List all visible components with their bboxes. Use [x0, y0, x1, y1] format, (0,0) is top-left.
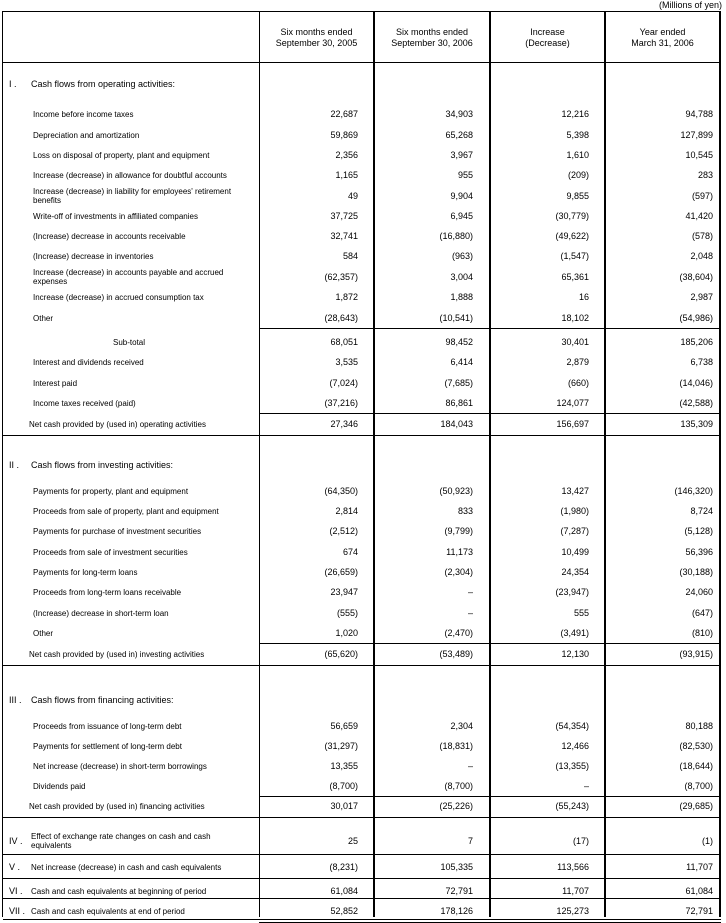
row-label: Payments for purchase of investment securities	[33, 526, 202, 536]
cell-value: 65,268	[445, 130, 473, 140]
cell-value: (2,304)	[444, 567, 473, 577]
row-label	[9, 455, 229, 475]
cell-value: 86,861	[445, 398, 473, 408]
cell-value: (660)	[567, 378, 589, 388]
table-row	[3, 716, 721, 736]
section-rule	[3, 435, 721, 436]
row-label-text: Effect of exchange rate changes on cash and cash equivalents	[31, 832, 211, 850]
row-label: Other	[33, 313, 54, 323]
cell-value: (31,297)	[324, 741, 358, 751]
cell-value: (209)	[567, 170, 589, 180]
cell-value: –	[467, 608, 473, 618]
cell-value: 674	[342, 547, 358, 557]
cell-value: 5,398	[566, 130, 589, 140]
cell-value: (1,980)	[560, 506, 589, 516]
cell-value: 27,346	[330, 419, 358, 429]
row-label: Proceeds from sale of investment securities	[33, 547, 188, 557]
cell-value: 98,452	[445, 337, 473, 347]
table-row	[3, 831, 721, 851]
table-row	[3, 393, 721, 413]
row-label: Proceeds from sale of property, plant and equipment	[33, 506, 219, 516]
cell-value: 56,396	[685, 547, 713, 557]
row-rule	[3, 854, 721, 855]
total-row	[3, 644, 721, 664]
cell-value: 12,466	[561, 741, 589, 751]
cell-value: 3,004	[450, 272, 473, 282]
cell-value: (42,588)	[679, 398, 713, 408]
cell-value: 555	[573, 608, 589, 618]
cell-value: (1,547)	[560, 251, 589, 261]
subtotal-rule	[260, 328, 720, 329]
cell-value: (5,128)	[684, 526, 713, 536]
cell-value: 3,967	[450, 150, 473, 160]
cell-value: (30,188)	[679, 567, 713, 577]
row-label: Income before income taxes	[33, 109, 134, 119]
cell-value: 584	[342, 251, 358, 261]
cell-value: (555)	[336, 608, 358, 618]
row-label: Interest and dividends received	[33, 357, 144, 367]
cell-value: 3,535	[335, 357, 358, 367]
table-row	[3, 145, 721, 165]
cell-value: 49	[347, 191, 358, 201]
cell-value: 178,126	[440, 906, 473, 916]
table-row	[3, 165, 721, 185]
section-rule	[3, 817, 721, 818]
header-h1-2006: Six months ended September 30, 2006	[391, 27, 473, 48]
cell-value: 16	[578, 292, 589, 302]
cell-value: (37,216)	[324, 398, 358, 408]
table-row	[3, 756, 721, 776]
cell-value: (54,354)	[555, 721, 589, 731]
row-label: Income taxes received (paid)	[33, 398, 136, 408]
cell-value: 113,566	[557, 862, 589, 872]
cell-value: 13,355	[330, 761, 358, 771]
cell-value: (146,320)	[674, 486, 713, 496]
cell-value: 2,048	[690, 251, 713, 261]
cell-value: 6,414	[450, 357, 473, 367]
total-row	[3, 796, 721, 816]
cell-value: 30,017	[330, 801, 358, 811]
row-label: Dividends paid	[33, 781, 86, 791]
cell-value: (1)	[702, 836, 713, 846]
cell-value: 32,741	[330, 231, 358, 241]
table-row	[3, 246, 721, 266]
table-row	[3, 776, 721, 796]
cell-value: 25	[347, 836, 358, 846]
table-row	[3, 287, 721, 307]
cell-value: 24,354	[561, 567, 589, 577]
table-row	[3, 857, 721, 877]
row-label: Payments for long-term loans	[33, 567, 138, 577]
row-label: Net cash provided by (used in) financing activities	[29, 801, 205, 811]
table-row	[3, 542, 721, 562]
row-label: (Increase) decrease in inventories	[33, 251, 154, 261]
cell-value: 9,855	[566, 191, 589, 201]
cell-value: 2,987	[690, 292, 713, 302]
cell-value: 1,610	[566, 150, 589, 160]
row-label: Increase (decrease) in allowance for doubtful accounts	[33, 170, 227, 180]
cell-value: (7,287)	[560, 526, 589, 536]
row-label: Increase (decrease) in accrued consumption tax	[33, 292, 204, 302]
cell-value: (18,644)	[679, 761, 713, 771]
table-row	[3, 186, 721, 206]
row-label: Net cash provided by (used in) investing activities	[29, 649, 205, 659]
cell-value: (25,226)	[439, 801, 473, 811]
row-label: Depreciation and amortization	[33, 130, 140, 140]
total-row	[3, 414, 721, 434]
cell-value: 56,659	[330, 721, 358, 731]
cell-value: 68,051	[330, 337, 358, 347]
cell-value: 9,904	[450, 191, 473, 201]
header-rule	[3, 62, 721, 63]
roman-numeral: VII .	[9, 905, 26, 916]
cell-value: (3,491)	[560, 628, 589, 638]
cell-value: 61,084	[330, 886, 358, 896]
roman-numeral: VI .	[9, 885, 23, 896]
row-label	[9, 901, 229, 921]
roman-numeral: I .	[9, 78, 17, 89]
cell-value: (2,470)	[444, 628, 473, 638]
cell-value: 11,173	[446, 547, 473, 557]
table-row	[3, 481, 721, 501]
cell-value: (7,685)	[444, 378, 473, 388]
cell-value: (49,622)	[555, 231, 589, 241]
cell-value: 2,304	[450, 721, 473, 731]
roman-numeral: IV .	[9, 835, 23, 846]
cell-value: –	[467, 587, 473, 597]
cell-value: (8,700)	[684, 781, 713, 791]
cell-value: 283	[697, 170, 713, 180]
cell-value: (7,024)	[329, 378, 358, 388]
cell-value: 11,707	[686, 862, 713, 872]
cell-value: (810)	[691, 628, 713, 638]
row-label: Payments for property, plant and equipment	[33, 486, 189, 496]
row-label	[9, 831, 229, 851]
table-row	[3, 308, 721, 328]
cell-value: (8,231)	[329, 862, 358, 872]
cell-value: 13,427	[561, 486, 589, 496]
cell-value: (597)	[691, 191, 713, 201]
cell-value: (38,604)	[679, 272, 713, 282]
row-rule	[3, 878, 721, 879]
row-label-text: Cash flows from investing activities:	[31, 459, 174, 470]
cell-value: –	[467, 761, 473, 771]
cell-value: 59,869	[330, 130, 358, 140]
table-row	[3, 352, 721, 372]
row-label: Proceeds from long-term loans receivable	[33, 587, 182, 597]
cell-value: 41,420	[685, 211, 713, 221]
cell-value: (8,700)	[444, 781, 473, 791]
cell-value: 18,102	[561, 313, 589, 323]
cell-value: 135,309	[680, 419, 713, 429]
cell-value: 127,899	[680, 130, 713, 140]
cell-value: 12,216	[561, 109, 589, 119]
row-label: Loss on disposal of property, plant and equipment	[33, 150, 210, 160]
cell-value: 80,188	[685, 721, 713, 731]
row-label-text: Cash and cash equivalents at beginning of period	[31, 886, 207, 896]
cell-value: 1,165	[335, 170, 358, 180]
cell-value: (18,831)	[439, 741, 473, 751]
section-header	[3, 455, 721, 475]
cell-value: (30,779)	[555, 211, 589, 221]
cell-value: 1,872	[335, 292, 358, 302]
header-fy2006: Year ended March 31, 2006	[631, 27, 694, 48]
header-increase: Increase (Decrease)	[525, 27, 570, 48]
cell-value: (17)	[572, 836, 589, 846]
cell-value: 124,077	[556, 398, 589, 408]
cell-value: 72,791	[445, 886, 473, 896]
cell-value: (64,350)	[324, 486, 358, 496]
cell-value: 955	[457, 170, 473, 180]
cell-value: 1,888	[450, 292, 473, 302]
row-label-text: Net increase (decrease) in cash and cash equivalents	[31, 862, 222, 872]
cell-value: (55,243)	[555, 801, 589, 811]
section-header	[3, 690, 721, 710]
cell-value: 2,879	[566, 357, 589, 367]
row-label: Interest paid	[33, 378, 78, 388]
table-row	[3, 125, 721, 145]
row-label: (Increase) decrease in short-term loan	[33, 608, 169, 618]
cell-value: 125,273	[556, 906, 589, 916]
cell-value: 10,499	[561, 547, 589, 557]
cell-value: (65,620)	[324, 649, 358, 659]
row-label: Increase (decrease) in liability for employees' retirement benefits	[33, 187, 232, 205]
roman-numeral: III .	[9, 694, 22, 705]
cell-value: (13,355)	[555, 761, 589, 771]
section-header	[3, 74, 721, 94]
cell-value: (93,915)	[679, 649, 713, 659]
cell-value: 61,084	[685, 886, 713, 896]
row-rule	[3, 898, 721, 899]
cell-value: 30,401	[561, 337, 589, 347]
cell-value: 24,060	[685, 587, 713, 597]
cell-value: (9,799)	[444, 526, 473, 536]
table-row	[3, 373, 721, 393]
cell-value: (578)	[691, 231, 713, 241]
row-label: Payments for settlement of long-term debt	[33, 741, 182, 751]
cell-value: –	[583, 781, 589, 791]
row-label-text: Cash and cash equivalents at end of period	[31, 906, 185, 916]
row-label: Net increase (decrease) in short-term borrowings	[33, 761, 207, 771]
cell-value: 72,791	[685, 906, 713, 916]
row-label: Increase (decrease) in accounts payable and accrued expenses	[33, 268, 224, 286]
row-label	[9, 74, 229, 94]
table-row	[3, 603, 721, 623]
cell-value: (14,046)	[679, 378, 713, 388]
cell-value: 833	[457, 506, 473, 516]
cell-value: (8,700)	[329, 781, 358, 791]
cell-value: 2,356	[335, 150, 358, 160]
row-label-text: Cash flows from operating activities:	[31, 78, 176, 89]
table-row	[3, 736, 721, 756]
table-row	[3, 206, 721, 226]
cell-value: (26,659)	[324, 567, 358, 577]
row-label: Net cash provided by (used in) operating activities	[29, 419, 206, 429]
row-label-text: Cash flows from financing activities:	[31, 694, 174, 705]
cell-value: (10,541)	[439, 313, 473, 323]
cell-value: (16,880)	[439, 231, 473, 241]
table-row	[3, 562, 721, 582]
table-row	[3, 582, 721, 602]
cell-value: 105,335	[440, 862, 473, 872]
cell-value: 12,130	[561, 649, 589, 659]
cell-value: (963)	[451, 251, 473, 261]
table-row	[3, 501, 721, 521]
cell-value: 22,687	[330, 109, 358, 119]
table-row	[3, 521, 721, 541]
unit-note: (Millions of yen)	[658, 0, 722, 10]
cell-value: (23,947)	[555, 587, 589, 597]
cell-value: 37,725	[330, 211, 358, 221]
row-label: Other	[33, 628, 54, 638]
roman-numeral: V .	[9, 861, 21, 872]
cell-value: (29,685)	[679, 801, 713, 811]
cell-value: (50,923)	[439, 486, 473, 496]
cell-value: 23,947	[330, 587, 358, 597]
cell-value: 6,738	[690, 357, 713, 367]
row-label: Proceeds from issuance of long-term debt	[33, 721, 182, 731]
cash-flow-table	[2, 11, 721, 917]
row-label	[9, 857, 229, 877]
cell-value: 11,707	[562, 886, 589, 896]
cell-value: 1,020	[335, 628, 358, 638]
cell-value: 156,697	[556, 419, 589, 429]
cell-value: (82,530)	[679, 741, 713, 751]
cell-value: 185,206	[680, 337, 713, 347]
cell-value: 6,945	[450, 211, 473, 221]
cell-value: 52,852	[330, 906, 358, 916]
cell-value: 65,361	[561, 272, 589, 282]
roman-numeral: II .	[9, 459, 20, 470]
table-row	[3, 104, 721, 124]
row-label: (Increase) decrease in accounts receivable	[33, 231, 186, 241]
cell-value: (53,489)	[439, 649, 473, 659]
cell-value: 184,043	[440, 419, 473, 429]
row-label: Write-off of investments in affiliated companies	[33, 211, 198, 221]
row-label	[9, 690, 229, 710]
cell-value: 8,724	[690, 506, 713, 516]
table-row	[3, 623, 721, 643]
table-row	[3, 267, 721, 287]
table-row	[3, 226, 721, 246]
cell-value: 94,788	[685, 109, 713, 119]
section-rule	[3, 665, 721, 666]
cell-value: (28,643)	[324, 313, 358, 323]
header-h1-2005: Six months ended September 30, 2005	[275, 27, 358, 48]
row-label: Sub-total	[113, 337, 146, 347]
cell-value: (62,357)	[324, 272, 358, 282]
cell-value: (2,512)	[329, 526, 358, 536]
cell-value: (647)	[691, 608, 713, 618]
cell-value: 2,814	[335, 506, 358, 516]
table-row	[3, 332, 721, 352]
cell-value: 10,545	[685, 150, 713, 160]
cell-value: 7	[467, 836, 473, 846]
cell-value: (54,986)	[679, 313, 713, 323]
table-row	[3, 901, 721, 921]
cell-value: 34,903	[445, 109, 473, 119]
